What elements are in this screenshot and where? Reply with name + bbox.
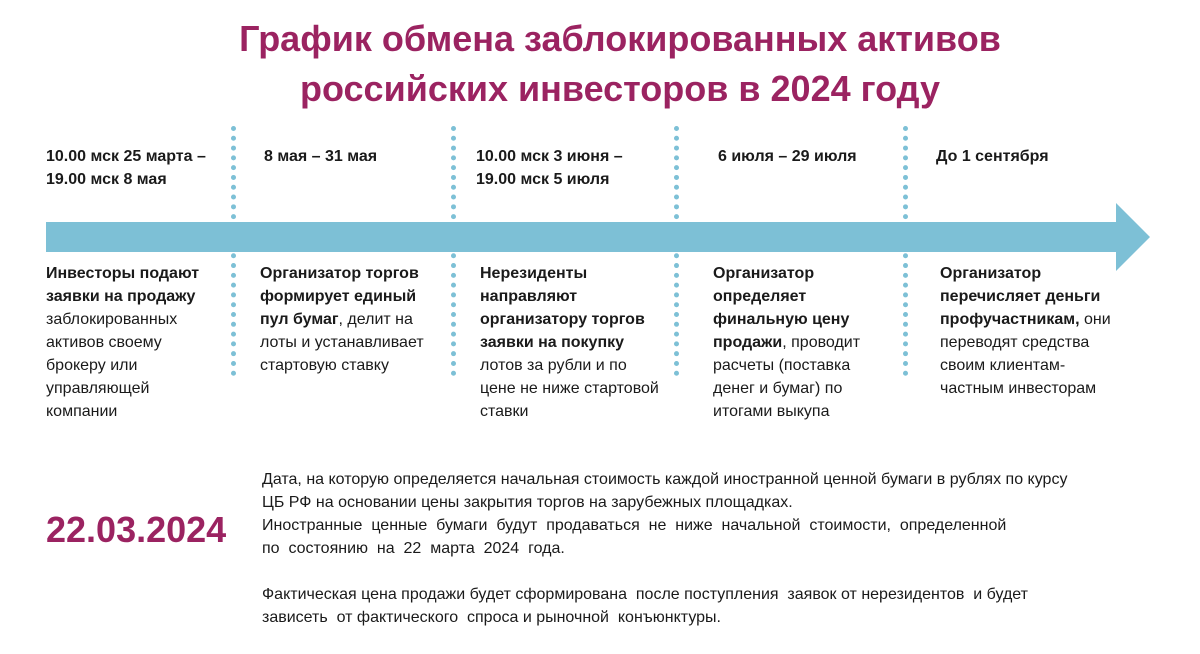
stage-4-description bbox=[713, 262, 873, 423]
chart-title bbox=[0, 14, 1200, 114]
stage-3-action: Нерезиденты направляют организатору торгов заявки на покупку bbox=[480, 265, 645, 351]
stage-5-action: Организатор перечисляет деньги профучастникам, bbox=[940, 265, 1101, 328]
stage-3-date-line2: 19.00 мск 5 июля bbox=[476, 171, 610, 188]
title-line-1: График обмена заблокированных активов bbox=[239, 18, 1001, 59]
stage-4-detail: , проводит расчеты (поставка денег и бумаг) по итогами выкупа bbox=[713, 334, 861, 420]
stage-2-date-line1: 8 мая – 31 мая bbox=[264, 148, 378, 165]
stage-4-date-line1: 6 июля – 29 июля bbox=[718, 148, 857, 165]
stage-1-action: Инвесторы подают заявки на продажу bbox=[46, 265, 200, 305]
note-line: ЦБ РФ на основании цены закрытия торгов на зарубежных площадках. bbox=[262, 494, 793, 511]
stage-5-description bbox=[940, 262, 1118, 400]
stage-3-description bbox=[480, 262, 666, 423]
stage-5-detail: они переводят средства своим клиентам-частным инвесторам bbox=[940, 311, 1111, 397]
stage-3-date bbox=[476, 145, 666, 191]
stage-3-detail: лотов за рубли и по цене не ниже стартовой ставки bbox=[480, 357, 659, 420]
title-line-2: российских инвесторов в 2024 году bbox=[300, 68, 940, 109]
timeline-arrow bbox=[46, 203, 1152, 271]
stage-2-description bbox=[260, 262, 440, 377]
stage-2-action: Организатор торгов формирует единый пул бумаг bbox=[260, 265, 419, 328]
note-line: Фактическая цена продажи будет сформирована после поступления заявок от нерезидентов и будет bbox=[262, 586, 1028, 603]
stage-1-date-line2: 19.00 мск 8 мая bbox=[46, 171, 167, 188]
stage-3-date-line1: 10.00 мск 3 июня – bbox=[476, 148, 623, 165]
key-date: 22.03.2024 bbox=[46, 509, 227, 550]
stage-5-date-line1: До 1 сентября bbox=[936, 148, 1049, 165]
note-line: Иностранные ценные бумаги будут продаваться не ниже начальной стоимости, определенной bbox=[262, 517, 1007, 534]
note-line: Дата, на которую определяется начальная стоимость каждой иностранной ценной бумаги в рублях по курсу bbox=[262, 471, 1068, 488]
stage-4-date bbox=[718, 145, 898, 168]
stage-1-date bbox=[46, 145, 226, 191]
stage-1-description bbox=[46, 262, 218, 423]
stage-5-date bbox=[936, 145, 1116, 168]
notes bbox=[262, 468, 1162, 629]
note-line: зависеть от фактического спроса и рыночной конъюнктуры. bbox=[262, 609, 721, 626]
stage-2-date bbox=[264, 145, 444, 168]
stage-4-action: Организатор определяет финальную цену продажи bbox=[713, 265, 850, 351]
stage-1-date-line1: 10.00 мск 25 марта – bbox=[46, 148, 206, 165]
stage-2-detail: , делит на лоты и устанавливает стартовую ставку bbox=[260, 311, 424, 374]
stage-1-detail: заблокированных активов своему брокеру или управляющей компании bbox=[46, 311, 178, 420]
note-line: по состоянию на 22 марта 2024 года. bbox=[262, 540, 565, 557]
